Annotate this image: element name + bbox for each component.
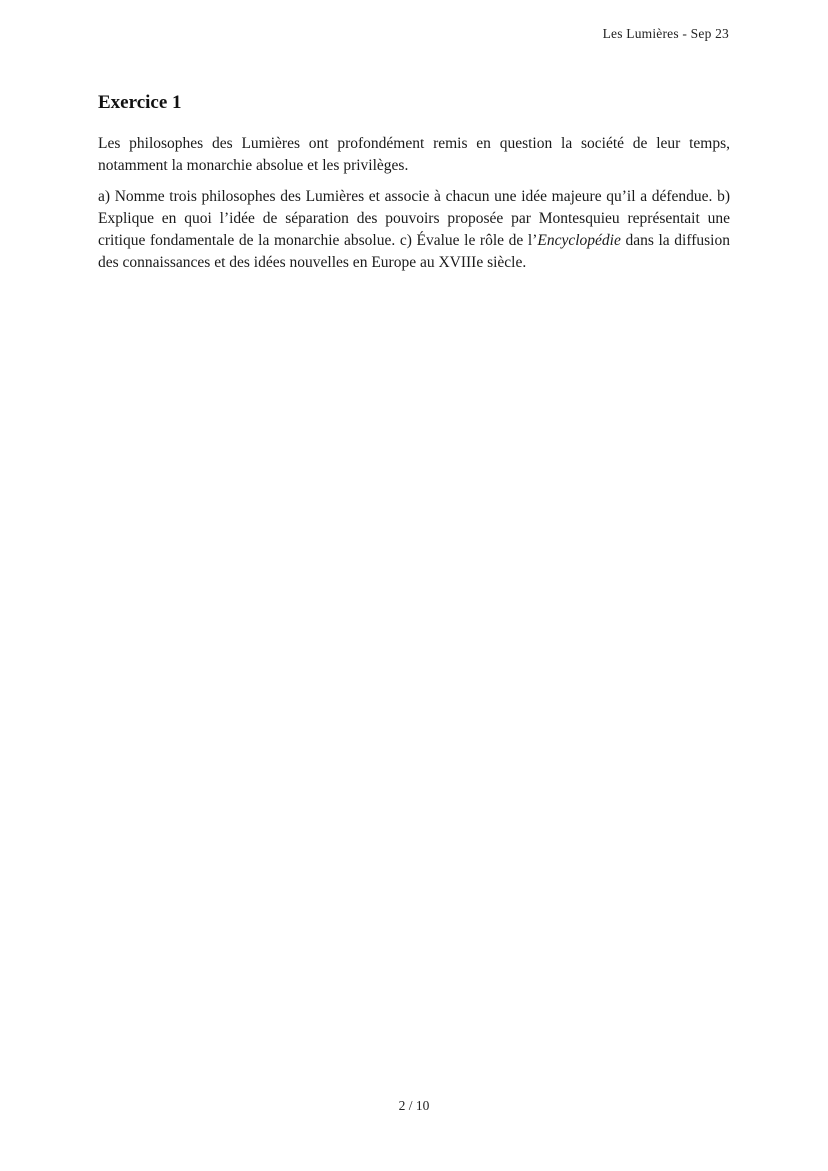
questions-text-before-italic: a) Nomme trois philosophes des Lumières et associe à chacun une idée majeure qu’il a défendue. b) Explique en quoi l’idée de séparation des pouvoirs proposée par Montesquieu représentait une critique fondamentale de la monarchie absolue. c) Évalue le rôle de l’	[98, 187, 730, 249]
questions-paragraph	[98, 186, 730, 274]
page-header	[98, 26, 729, 42]
page-number: 2 / 10	[398, 1098, 430, 1113]
questions-text-after-italic: dans la diffusion des connaissances et des idées nouvelles en Europe au XVIIIe siècle.	[98, 231, 730, 271]
page-footer	[0, 1098, 828, 1114]
header-course-date-label: Les Lumières - Sep 23	[602, 26, 729, 41]
intro-paragraph: Les philosophes des Lumières ont profondément remis en question la société de leur temps, notamment la monarchie absolue et les privilèges.	[98, 134, 730, 174]
encyclopedie-italic-term: Encyclopédie	[537, 231, 621, 249]
exercise-title: Exercice 1	[98, 92, 182, 113]
document-content	[98, 93, 730, 283]
